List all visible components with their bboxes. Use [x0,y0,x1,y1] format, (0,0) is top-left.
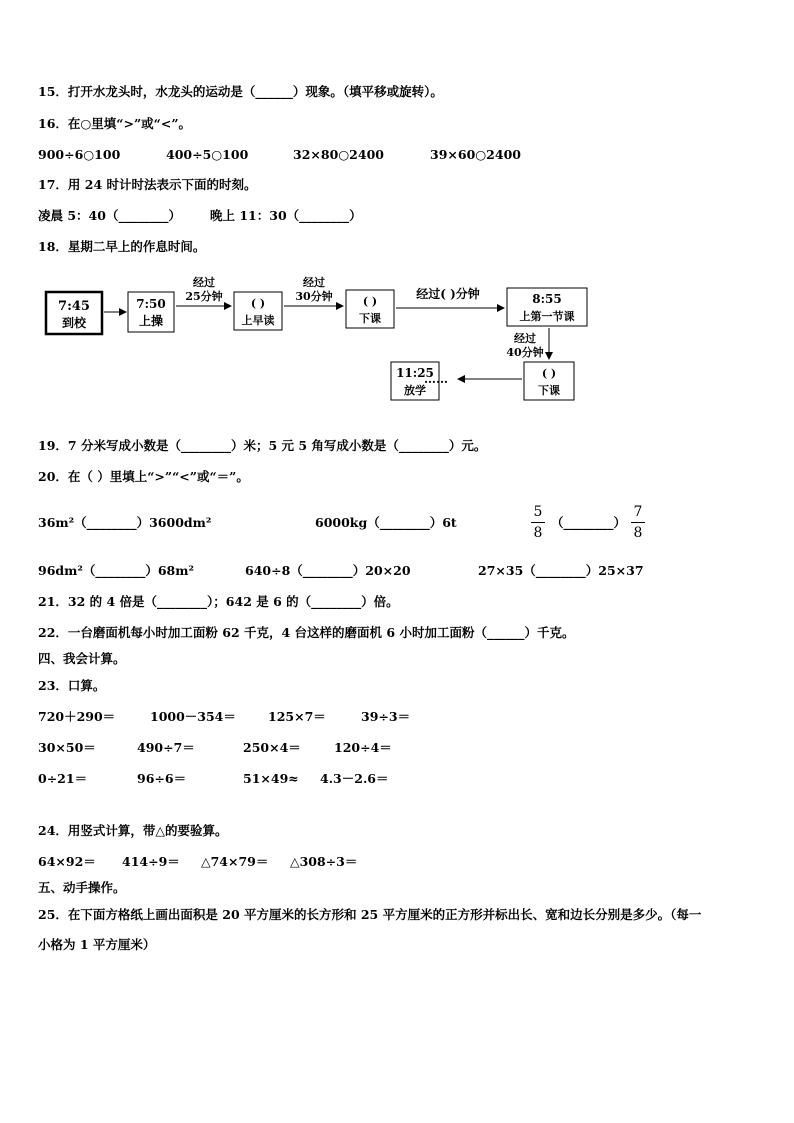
q17-item: 凌晨 5：40（________） [38,208,181,223]
question-23-stem: 23．口算。 [38,678,106,693]
vertical-calc-item: △74×79＝ [201,854,269,869]
box-exercise-time: 7:50 [136,297,166,311]
vertical-calc-item: △308÷3＝ [290,854,358,869]
mental-math-item: 720＋290＝ [38,709,116,724]
box-dismissal-label: 放学 [404,384,426,397]
mental-math-item: 96÷6＝ [137,771,187,786]
box-first-class-time: 8:55 [532,292,562,306]
box-arrive-label: 到校 [61,316,87,330]
question-25-line1: 25．在下面方格纸上画出面积是 20 平方厘米的长方形和 25 平方厘米的正方形并标出长、宽和边长分别是多少。（每一 [38,907,702,922]
fraction-denominator: 8 [533,525,543,541]
question-15: 15．打开水龙头时，水龙头的运动是（______）现象。（填平移或旋转）。 [38,84,443,99]
mental-math-item: 51×49≈ [243,771,299,786]
vertical-calc-item: 414÷9＝ [122,854,180,869]
box-first-class-label: 上第一节课 [519,310,575,323]
mental-math-item: 490÷7＝ [137,740,195,755]
question-19: 19．7 分米写成小数是（________）米；5 元 5 角写成小数是（________）元。 [38,438,487,453]
box-class-end-2-time: ( ) [541,367,557,380]
mental-math-item: 125×7＝ [268,709,326,724]
box-class-end-1-label: 下课 [359,312,381,325]
q16-item: 39×60○2400 [430,147,521,162]
box-arrive-time: 7:45 [58,299,90,314]
arrow-label: 40分钟 [506,346,544,359]
arrow-label: 经过 [193,276,215,289]
box-exercise-label: 上操 [138,314,164,328]
arrow-label: 25分钟 [185,290,223,303]
q16-item: 32×80○2400 [293,147,384,162]
mental-math-item: 4.3－2.6＝ [320,771,389,786]
q20-fraction-blank: （________） [551,515,627,530]
fraction-left [531,503,545,542]
fraction-numerator: 7 [633,504,643,520]
q17-item: 晚上 11：30（________） [210,208,362,223]
question-20-stem: 20．在（ ）里填上“>”“<”或“＝”。 [38,469,249,484]
box-class-end-2-label: 下课 [538,384,560,397]
q20-item: 96dm²（________）68m² [38,563,194,578]
vertical-calc-item: 64×92＝ [38,854,96,869]
mental-math-item: 0÷21＝ [38,771,88,786]
mental-math-item: 39÷3＝ [361,709,411,724]
q16-item: 900÷6○100 [38,147,121,162]
arrow-label: 经过 [303,276,325,289]
fraction-right [631,503,645,542]
q16-item: 400÷5○100 [166,147,249,162]
question-21: 21．32 的 4 倍是（________）；642 是 6 的（________）倍。 [38,594,399,609]
arrow-label: 经过 [514,332,536,345]
schedule-diagram [38,270,598,410]
section-4-heading: 四、我会计算。 [38,651,126,666]
fraction-numerator: 5 [533,504,543,520]
arrow-label: 30分钟 [295,290,333,303]
mental-math-item: 120÷4＝ [334,740,392,755]
question-22: 22．一台磨面机每小时加工面粉 62 千克，4 台这样的磨面机 6 小时加工面粉（______）千克。 [38,625,575,640]
box-morning-reading-time: ( ) [250,297,266,310]
section-5-heading: 五、动手操作。 [38,880,126,895]
mental-math-item: 30×50＝ [38,740,96,755]
question-24-stem: 24．用竖式计算，带△的要验算。 [38,823,228,838]
fraction-denominator: 8 [633,525,643,541]
question-18-stem: 18．星期二早上的作息时间。 [38,239,206,254]
q20-item: 36m²（________）3600dm² [38,515,212,530]
arrow-label: 经过( )分钟 [416,287,480,301]
question-16-stem: 16．在○里填“>”或“<”。 [38,116,192,131]
question-17-stem: 17．用 24 时计时法表示下面的时刻。 [38,177,257,192]
q20-item: 6000kg（________）6t [315,515,457,530]
q20-item: 640÷8（________）20×20 [245,563,411,578]
box-morning-reading-label: 上早读 [241,314,275,327]
continuation-dots: …… [424,372,448,386]
box-class-end-1-time: ( ) [362,295,378,308]
mental-math-item: 250×4＝ [243,740,301,755]
q20-item: 27×35（________）25×37 [478,563,644,578]
box-dismissal-time: 11:25 [396,366,434,380]
mental-math-item: 1000－354＝ [150,709,236,724]
question-25-line2: 小格为 1 平方厘米） [38,937,156,952]
